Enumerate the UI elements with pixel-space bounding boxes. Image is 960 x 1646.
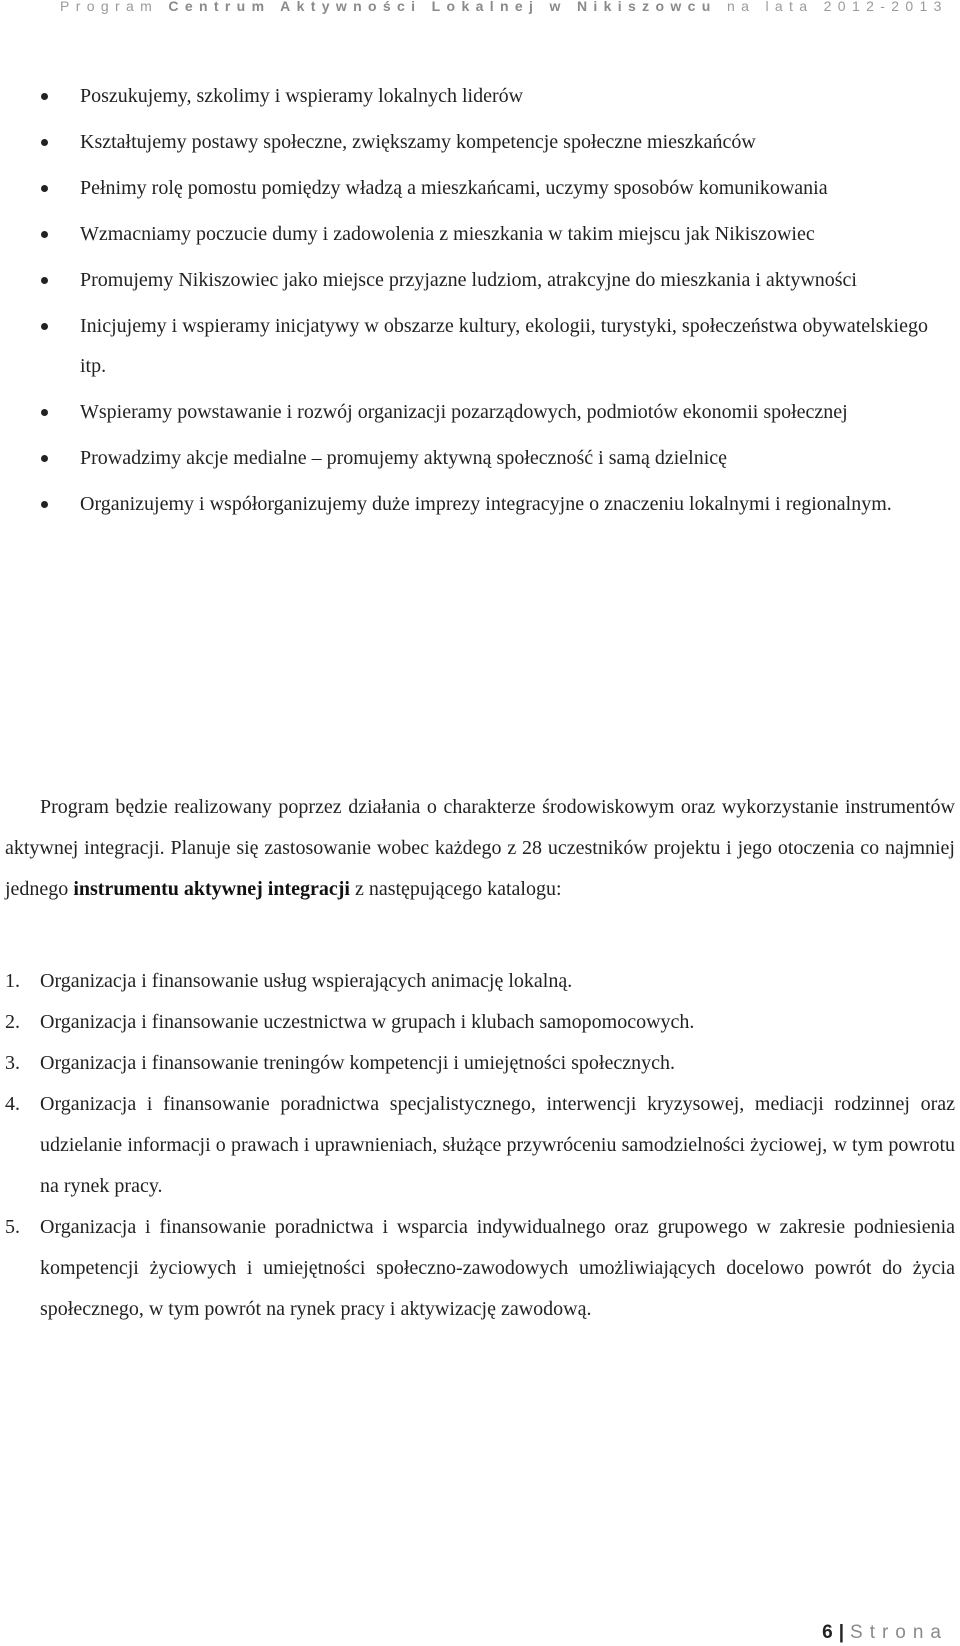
list-item [5, 1207, 955, 1330]
paragraph-bold-term: instrumentu aktywnej integracji [73, 878, 350, 900]
list-item: Inicjujemy i wspieramy inicjatywy w obszarze kultury, ekologii, turystyki, społeczeństwa obywatelskiego itp. [40, 306, 930, 386]
list-item: Promujemy Nikiszowiec jako miejsce przyjazne ludziom, atrakcyjne do mieszkania i aktywności [40, 260, 930, 300]
page-word: Strona [850, 1622, 948, 1643]
list-item: Organizujemy i współorganizujemy duże imprezy integracyjne o znaczeniu lokalnymi i regionalnym. [40, 484, 930, 524]
item-number: 3. [5, 1052, 20, 1074]
activities-bullet-list [40, 76, 930, 530]
item-number: 5. [5, 1216, 20, 1238]
list-item [5, 1002, 955, 1043]
list-item: Pełnimy rolę pomostu pomiędzy władzą a mieszkańcami, uczymy sposobów komunikowania [40, 168, 930, 208]
item-number: 2. [5, 1011, 20, 1033]
item-text: Organizacja i finansowanie poradnictwa specjalistycznego, interwencji kryzysowej, mediacji rodzinnej oraz udzielanie informacji o prawach i uprawnieniach, służące przywróceniu samodzielności życiowej, w tym powrotu na rynek pracy. [40, 1093, 955, 1197]
list-item: Kształtujemy postawy społeczne, zwiększamy kompetencje społeczne mieszkańców [40, 122, 930, 162]
item-text: Organizacja i finansowanie usług wspierających animację lokalną. [40, 970, 573, 992]
header-prefix: Program [60, 0, 169, 14]
page-header [60, 0, 960, 19]
list-item: Prowadzimy akcje medialne – promujemy aktywną społeczność i samą dzielnicę [40, 438, 930, 478]
item-text: Organizacja i finansowanie uczestnictwa w grupach i klubach samopomocowych. [40, 1011, 695, 1033]
item-text: Organizacja i finansowanie treningów kompetencji i umiejętności społecznych. [40, 1052, 675, 1074]
instruments-numbered-list [5, 961, 955, 1330]
header-suffix: na lata 2012-2013 [716, 0, 948, 14]
item-text: Organizacja i finansowanie poradnictwa i wsparcia indywidualnego oraz grupowego w zakresie podniesienia kompetencji życiowych i umiejętności społeczno-zawodowych umożliwiających docelowo powrót do życia społecznego, w tym powrót na rynek pracy i aktywizację zawodową. [40, 1216, 955, 1320]
header-bold-title: Centrum Aktywności Lokalnej w Nikiszowcu [168, 0, 717, 14]
list-item [5, 1084, 955, 1207]
program-paragraph [5, 787, 955, 910]
list-item: Wzmacniamy poczucie dumy i zadowolenia z mieszkania w takim miejscu jak Nikiszowiec [40, 214, 930, 254]
paragraph-text-2: z następującego katalogu: [349, 878, 562, 900]
list-item [5, 1043, 955, 1084]
list-item: Wspieramy powstawanie i rozwój organizacji pozarządowych, podmiotów ekonomii społecznej [40, 392, 930, 432]
paragraph-text-1: Program będzie realizowany poprzez działania o charakterze środowiskowym oraz wykorzystanie instrumentów aktywnej integracji. Planuje się zastosowanie wobec każdego z 28 uczestników projektu i jego otoczenia co najmniej jednego [5, 796, 955, 900]
item-number: 4. [5, 1093, 20, 1115]
footer-separator: | [838, 1622, 845, 1643]
page-number: 6 [822, 1622, 833, 1643]
item-number: 1. [5, 970, 20, 992]
page-footer [822, 1622, 948, 1644]
list-item: Poszukujemy, szkolimy i wspieramy lokalnych liderów [40, 76, 930, 116]
list-item [5, 961, 955, 1002]
